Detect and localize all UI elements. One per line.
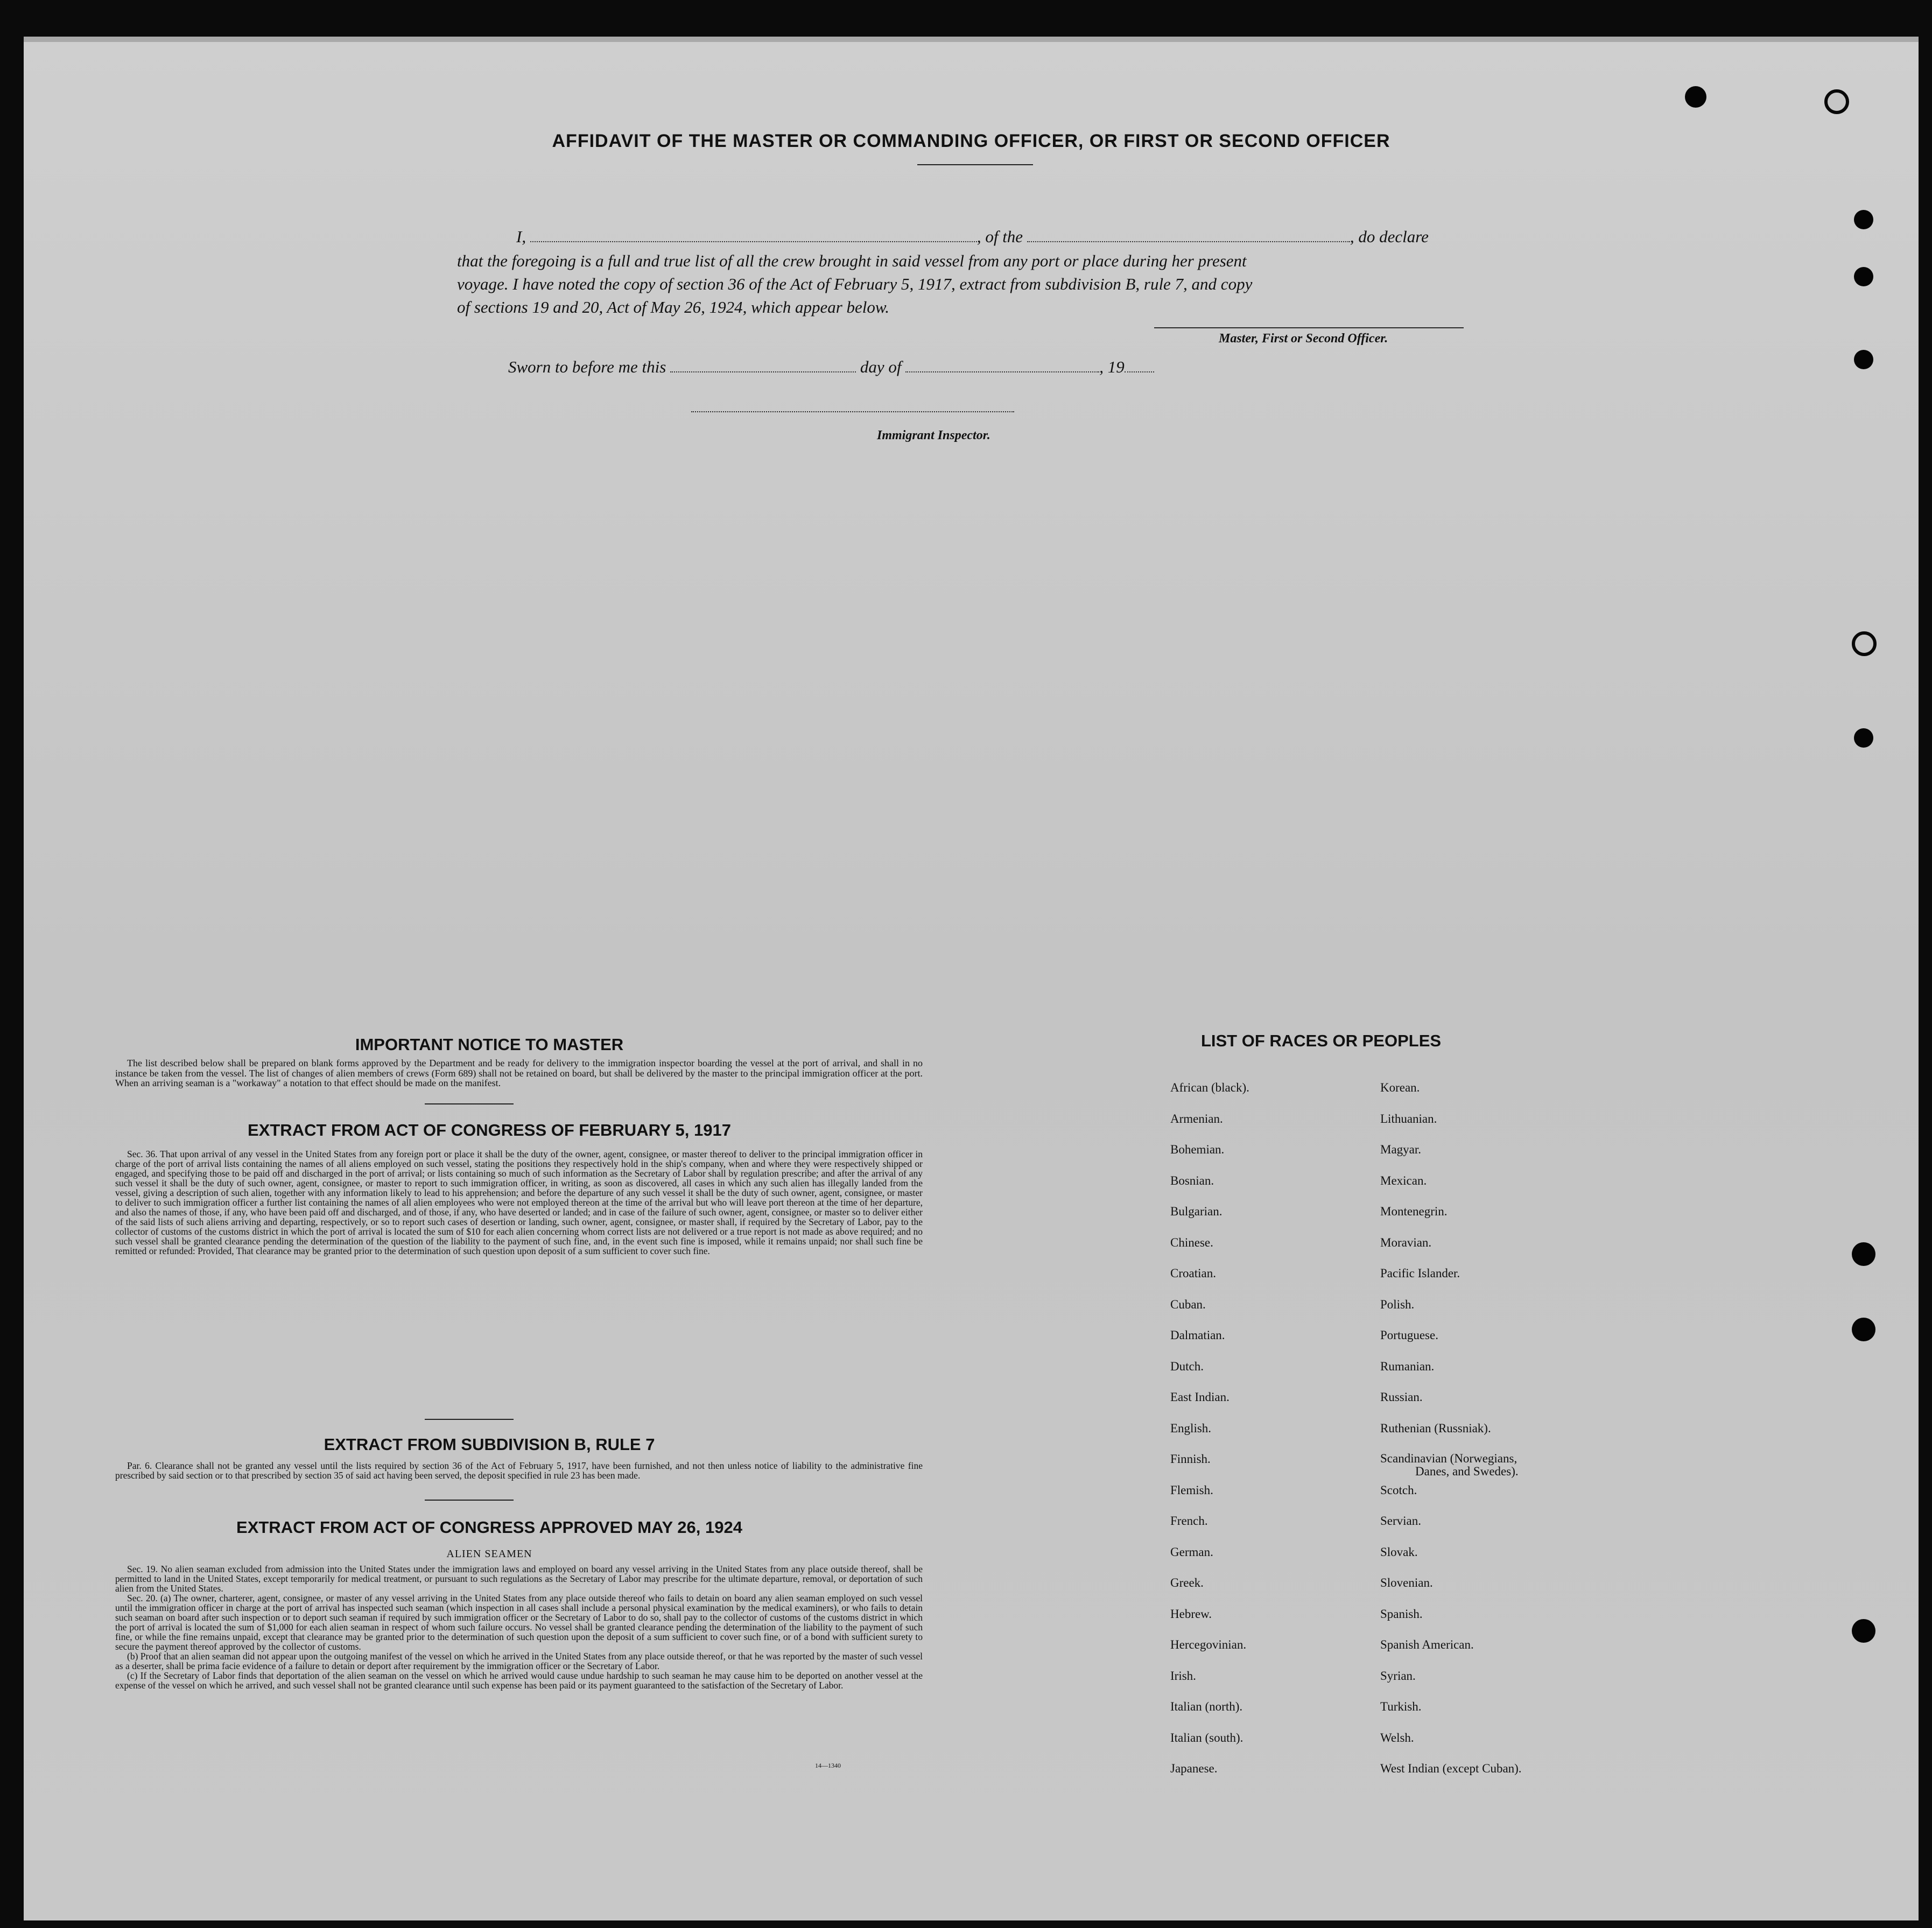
- race-item: [1380, 1452, 1522, 1483]
- binder-hole: [1852, 631, 1877, 656]
- section-20a-paragraph: Sec. 20. (a) The owner, charterer, agent, consignee, or master of any vessel arriving in the United States from any place outside thereof who fails to detain on board any alien seaman employed on such vessel until the immigration officer in charge at the port of arrival has inspected such seaman (which inspection in all cases shall include a personal physical examination by the medical examiners), or who fails to detain such seaman on board after such inspection or to deport such seaman if required by such immigration officer or the Secretary of Labor to do so, shall pay to the collector of customs of the customs district in which the port of arrival is located the sum of $1,000 for each alien seaman in respect of whom such failure occurs. No vessel shall be granted clearance pending the determination of the liability to the payment of such fine, or while the fine remains unpaid, except that clearance may be granted prior to the determination of such question upon the deposit of a sum sufficient to cover such fine, or of a bond with sufficient surety to secure the payment thereof approved by the collector of customs.: [115, 1593, 923, 1652]
- race-item: Greek.: [1170, 1576, 1204, 1589]
- race-item: Ruthenian (Russniak).: [1380, 1421, 1491, 1435]
- day-of-label: day of: [860, 357, 902, 376]
- affidavit-declaration-line-2: voyage. I have noted the copy of section 36 of the Act of February 5, 1917, extract from subdivision B, rule 7, and copy: [457, 275, 1253, 293]
- race-item: Scotch.: [1380, 1483, 1417, 1497]
- section-divider: [425, 1103, 514, 1104]
- affidavit-of-the-label: , of the: [976, 227, 1023, 246]
- race-item-line: Scandinavian (Norwegians,: [1380, 1452, 1518, 1465]
- document-page: [24, 37, 1919, 1920]
- subdivision-b-body: [115, 1461, 923, 1480]
- notice-paragraph: The list described below shall be prepared on blank forms approved by the Department and be ready for delivery to the immigration inspector boarding the vessel at the port of arrival, and shall in no instance be taken from the vessel. The list of changes of alien members of crews (Form 689) shall not be retained on board, but shall be delivered by the master to the principal immigration officer at the port. When an arriving seaman is a "workaway" a notation to that effect should be made on the manifest.: [115, 1058, 923, 1088]
- affidavit-name-line: [516, 225, 1539, 248]
- binder-hole: [1854, 728, 1873, 748]
- race-item: Armenian.: [1170, 1111, 1223, 1125]
- race-item: Hercegovinian.: [1170, 1638, 1247, 1651]
- sworn-day-field[interactable]: [670, 371, 856, 372]
- binder-hole: [1685, 86, 1706, 108]
- binder-hole: [1824, 89, 1849, 114]
- master-signature-label: Master, First or Second Officer.: [1219, 332, 1388, 346]
- race-item: East Indian.: [1170, 1390, 1230, 1404]
- race-item: Servian.: [1380, 1514, 1422, 1528]
- race-item: Turkish.: [1380, 1700, 1422, 1713]
- binder-hole: [1854, 350, 1873, 369]
- affidavit-declaration-line-1: that the foregoing is a full and true list of all the crew brought in said vessel from any port or place during her present: [457, 251, 1247, 270]
- race-item: Flemish.: [1170, 1483, 1213, 1497]
- race-item: Slovenian.: [1380, 1576, 1433, 1589]
- binder-hole: [1852, 1619, 1875, 1643]
- race-item: Syrian.: [1380, 1669, 1416, 1683]
- race-item: Italian (south).: [1170, 1730, 1243, 1744]
- page-top-edge: [24, 37, 1919, 42]
- race-item: Japanese.: [1170, 1762, 1218, 1775]
- form-number: 14—1340: [815, 1762, 841, 1769]
- race-item: Lithuanian.: [1380, 1111, 1437, 1125]
- extract-1917-title: EXTRACT FROM ACT OF CONGRESS OF FEBRUARY 5, 1917: [248, 1121, 731, 1139]
- race-item: Slovak.: [1380, 1545, 1418, 1559]
- section-19-paragraph: Sec. 19. No alien seaman excluded from admission into the United States under the immigration laws and employed on board any vessel arriving in the United States from any place outside thereof, shall be permitted to land in the United States, except temporarily for medical treatment, or pursuant to such regulations as the Secretary of Labor may prescribe for the ultimate departure, removal, or deportation of such alien from the United States.: [115, 1564, 923, 1594]
- races-title: LIST OF RACES OR PEOPLES: [1200, 1031, 1442, 1050]
- notice-title: IMPORTANT NOTICE TO MASTER: [355, 1035, 624, 1054]
- race-item: Spanish.: [1380, 1607, 1423, 1621]
- race-item: Irish.: [1170, 1669, 1196, 1683]
- race-item: Chinese.: [1170, 1235, 1213, 1249]
- extract-1917-paragraph: Sec. 36. That upon arrival of any vessel in the United States from any foreign port or place it shall be the duty of the owner, agent, consignee, or master thereof to deliver to the principal immigration officer in charge of the port of arrival lists containing the names of all aliens employed on such vessel, stating the positions they respectively hold in the ship's company, when and where they were respectively shipped or engaged, and specifying those to be paid off and discharged in the port of arrival; or lists containing so much of such information as the Secretary of Labor shall by regulation prescribe; and after the arrival of any such vessel it shall be the duty of such owner, agent, consignee, or master to report to such immigration officer, in writing, as soon as discovered, all cases in which any such alien has illegally landed from the vessel, giving a description of such alien, together with any information likely to lead to his apprehension; and before the departure of any such vessel it shall be the duty of such owner, agent, consignee, or master to deliver to such immigration officer a further list containing the names of all alien employees who were not employed thereon at the time of the arrival but who will leave port thereon at the time of her departure, and also the names of those, if any, who have been paid off and discharged, and of those, if any, who have deserted or landed; and in case of the failure of such owner, agent, consignee, or master so to deliver either of the said lists of such aliens arriving and departing, respectively, or so to report such cases of desertion or landing, such owner, agent, consignee, or master shall, if required by the Secretary of Labor, pay to the collector of customs of the customs district in which the port of arrival is located the sum of $10 for each alien concerning whom correct lists are not delivered or a true report is not made as above required; and no such vessel shall be granted clearance pending the determination of the question of the liability to the payment of such fine, and, in the event such fine is imposed, while it remains unpaid; nor shall such fine be remitted or refunded: Provided, That clearance may be granted prior to the determination of such question upon deposit of a sum sufficient to cover such fine.: [115, 1149, 923, 1256]
- race-item: Bulgarian.: [1170, 1205, 1223, 1218]
- race-item: Croatian.: [1170, 1266, 1216, 1280]
- title-underline: [917, 164, 1033, 165]
- section-20c-paragraph: (c) If the Secretary of Labor finds that deportation of the alien seaman on the vessel on which he arrived would cause undue hardship to such seaman he may cause him to be deported on another vessel at the expense of the vessel on which he arrived, and such vessel shall not be granted clearance until such expense has been paid or its payment guaranteed to the satisfaction of the Secretary of Labor.: [115, 1670, 923, 1691]
- alien-seamen-subtitle: ALIEN SEAMEN: [446, 1548, 532, 1560]
- race-item: Dutch.: [1170, 1359, 1204, 1373]
- binder-hole: [1854, 210, 1873, 229]
- sworn-year-field[interactable]: [1125, 371, 1154, 372]
- race-item: Montenegrin.: [1380, 1205, 1448, 1218]
- affidavit-title: AFFIDAVIT OF THE MASTER OR COMMANDING OFFICER, OR FIRST OR SECOND OFFICER: [552, 131, 1390, 151]
- race-item: Welsh.: [1380, 1730, 1414, 1744]
- race-item: Finnish.: [1170, 1452, 1211, 1466]
- race-item: Korean.: [1380, 1081, 1420, 1094]
- race-item: Polish.: [1380, 1297, 1415, 1311]
- race-item: Russian.: [1380, 1390, 1423, 1404]
- race-item: Italian (north).: [1170, 1700, 1243, 1713]
- race-item-continuation: Danes, and Swedes).: [1415, 1465, 1519, 1478]
- race-item: French.: [1170, 1514, 1208, 1528]
- extract-1917-body: [115, 1149, 923, 1256]
- race-item: Bosnian.: [1170, 1173, 1214, 1187]
- subdivision-b-title: EXTRACT FROM SUBDIVISION B, RULE 7: [324, 1435, 655, 1454]
- sworn-month-field[interactable]: [905, 371, 1099, 372]
- sworn-line: [508, 355, 1316, 378]
- inspector-signature-line[interactable]: [691, 411, 1014, 412]
- sworn-label: Sworn to before me this: [508, 357, 666, 376]
- extract-1924-title: EXTRACT FROM ACT OF CONGRESS APPROVED MAY 26, 1924: [236, 1518, 742, 1537]
- affidavit-do-declare-label: , do declare: [1350, 227, 1429, 246]
- race-item: Rumanian.: [1380, 1359, 1435, 1373]
- race-item: Magyar.: [1380, 1143, 1422, 1156]
- race-item: Moravian.: [1380, 1235, 1432, 1249]
- binder-hole: [1852, 1242, 1875, 1266]
- race-item: Cuban.: [1170, 1297, 1206, 1311]
- race-item: Mexican.: [1380, 1173, 1427, 1187]
- race-item: Bohemian.: [1170, 1143, 1225, 1156]
- race-item: African (black).: [1170, 1081, 1249, 1094]
- races-right-column: [1380, 1081, 1522, 1793]
- affidavit-declaration-line-3: of sections 19 and 20, Act of May 26, 1924, which appear below.: [457, 298, 890, 316]
- race-item: Dalmatian.: [1170, 1328, 1225, 1342]
- section-divider: [425, 1419, 514, 1420]
- vessel-name-field[interactable]: [1027, 241, 1350, 242]
- race-item: West Indian (except Cuban).: [1380, 1762, 1522, 1775]
- race-item: English.: [1170, 1421, 1212, 1435]
- extract-1924-body: [115, 1564, 923, 1690]
- affidavit-i-label: I,: [516, 227, 526, 246]
- race-item: Pacific Islander.: [1380, 1266, 1460, 1280]
- inspector-label: Immigrant Inspector.: [877, 428, 990, 442]
- binder-hole: [1852, 1318, 1875, 1341]
- race-item: Spanish American.: [1380, 1638, 1474, 1651]
- subdivision-b-paragraph: Par. 6. Clearance shall not be granted any vessel until the lists required by section 36 of the Act of February 5, 1917, have been furnished, and not then unless notice of liability to the administrative fine prescribed by said section or to that prescribed by section 35 of said act having been served, the deposit specified in rule 23 has been made.: [115, 1460, 923, 1481]
- year-prefix-label: , 19: [1099, 357, 1125, 376]
- races-left-column: [1170, 1081, 1249, 1793]
- section-20b-paragraph: (b) Proof that an alien seaman did not appear upon the outgoing manifest of the vessel on which he arrived in the United States from any place outside thereof, or that he was reported by the master of such vessel as a deserter, shall be prima facie evidence of a failure to detain or deport after requirement by the immigration officer or the Secretary of Labor.: [115, 1651, 923, 1671]
- race-item: German.: [1170, 1545, 1213, 1559]
- race-item: Portuguese.: [1380, 1328, 1438, 1342]
- binder-hole: [1854, 267, 1873, 286]
- declarant-name-field[interactable]: [530, 241, 977, 242]
- section-divider: [425, 1500, 514, 1501]
- race-item: Hebrew.: [1170, 1607, 1212, 1621]
- master-signature-line[interactable]: [1154, 327, 1464, 328]
- notice-body: [115, 1058, 923, 1088]
